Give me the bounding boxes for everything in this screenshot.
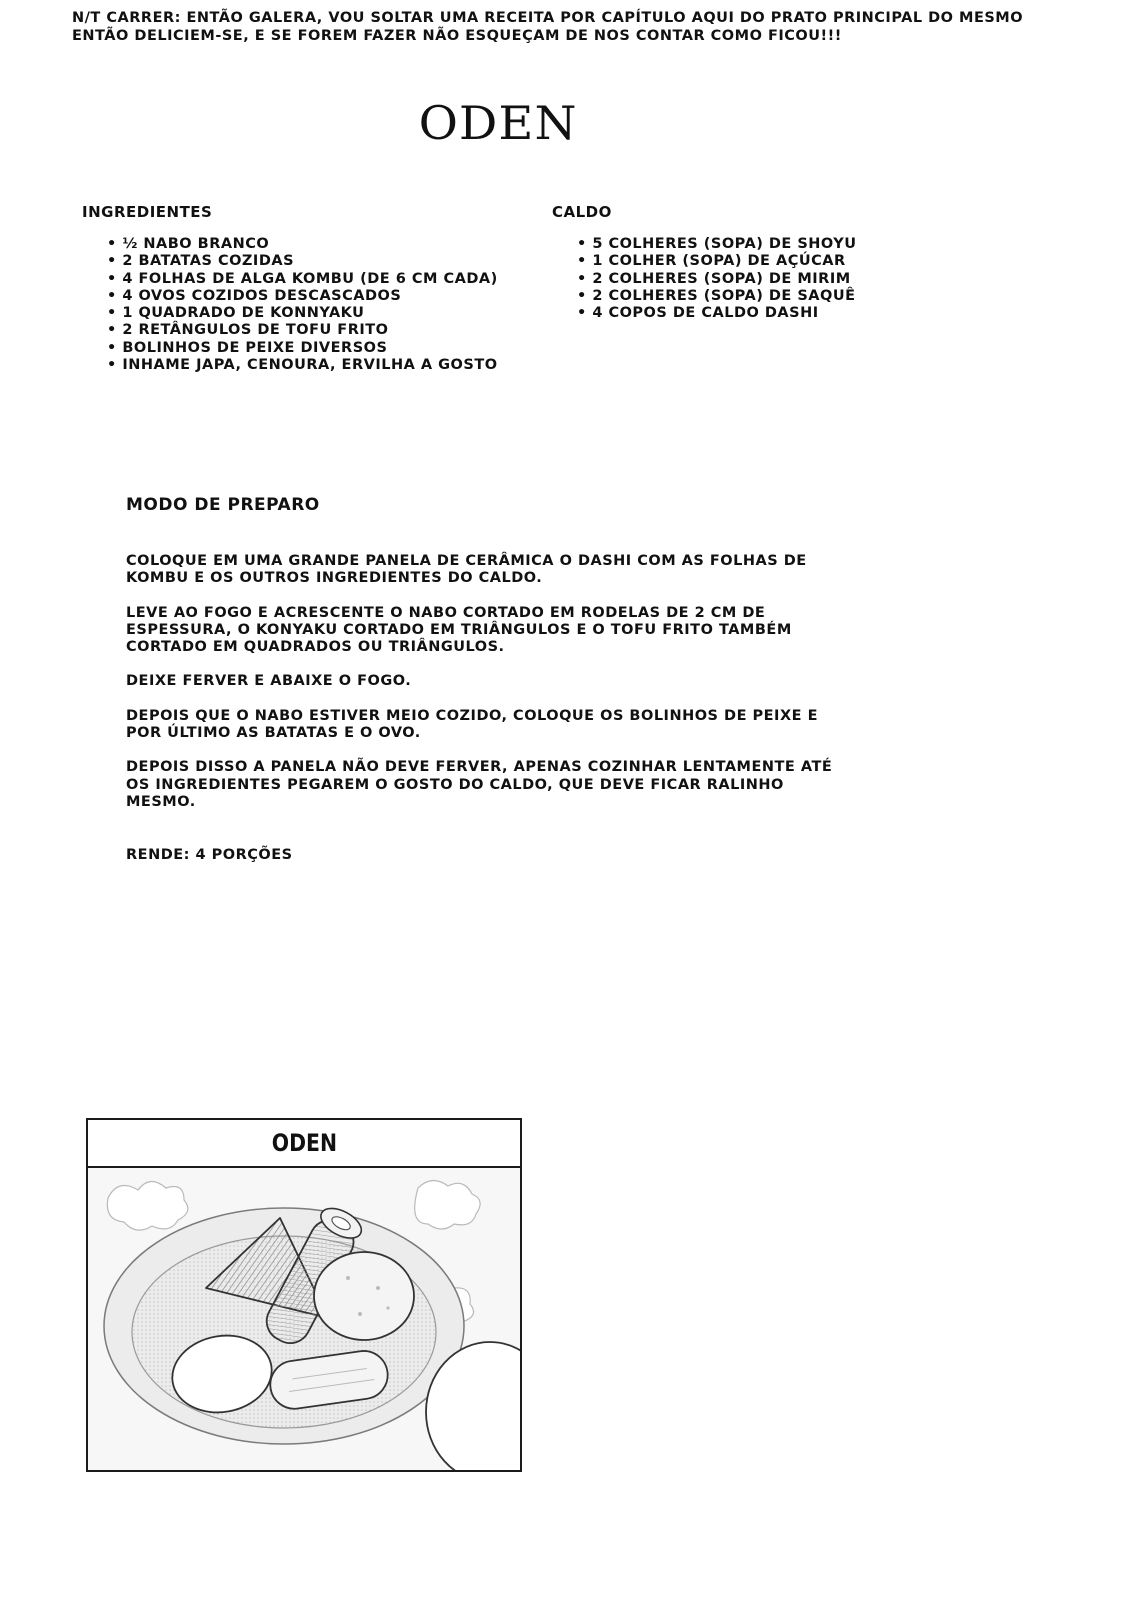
list-item: • 2 BATATAS COZIDAS — [107, 253, 537, 270]
list-item: • 4 FOLHAS DE ALGA KOMBU (DE 6 CM CADA) — [107, 271, 537, 288]
ingredients-list — [107, 236, 537, 374]
preparation-step: DEPOIS DISSO A PANELA NÃO DEVE FERVER, APENAS COZINHAR LENTAMENTE ATÉ OS INGREDIENTES PEGAREM O GOSTO DO CALDO, QUE DEVE FICAR RALINHO MESMO. — [126, 759, 833, 810]
recipe-title: ODEN — [418, 97, 578, 151]
list-item: • 2 COLHERES (SOPA) DE SAQUÊ — [577, 288, 917, 305]
recipe-yield: RENDE: 4 PORÇÕES — [126, 847, 293, 863]
preparation-heading: MODO DE PREPARO — [126, 495, 320, 515]
oden-dish-illustration — [88, 1168, 520, 1470]
preparation-steps — [126, 553, 846, 828]
list-item: • 2 RETÂNGULOS DE TOFU FRITO — [107, 322, 537, 339]
list-item: • 1 COLHER (SOPA) DE AÇÚCAR — [577, 253, 917, 270]
list-item: • 4 OVOS COZIDOS DESCASCADOS — [107, 288, 537, 305]
list-item: • INHAME JAPA, CENOURA, ERVILHA A GOSTO — [107, 357, 537, 374]
panel-title: ODEN — [271, 1129, 337, 1157]
panel-title-bar — [88, 1120, 520, 1168]
broth-list — [577, 236, 917, 322]
list-item: • 5 COLHERES (SOPA) DE SHOYU — [577, 236, 917, 253]
list-item: • ½ NABO BRANCO — [107, 236, 537, 253]
preparation-step: DEPOIS QUE O NABO ESTIVER MEIO COZIDO, COLOQUE OS BOLINHOS DE PEIXE E POR ÚLTIMO AS BATATAS E O OVO. — [126, 707, 818, 742]
list-item: • 4 COPOS DE CALDO DASHI — [577, 305, 917, 322]
list-item: • BOLINHOS DE PEIXE DIVERSOS — [107, 340, 537, 357]
broth-heading: CALDO — [552, 203, 612, 221]
preparation-step: COLOQUE EM UMA GRANDE PANELA DE CERÂMICA O DASHI COM AS FOLHAS DE KOMBU E OS OUTROS INGREDIENTES DO CALDO. — [126, 553, 807, 587]
list-item: • 1 QUADRADO DE KONNYAKU — [107, 305, 537, 322]
translator-note: N/T CARRER: ENTÃO GALERA, VOU SOLTAR UMA RECEITA POR CAPÍTULO AQUI DO PRATO PRINCIPAL DO MESMO ENTÃO DELICIEM-SE, E SE FOREM FAZER NÃO ESQUEÇAM DE NOS CONTAR COMO FICOU!!! — [72, 10, 1024, 44]
list-item: • 2 COLHERES (SOPA) DE MIRIM — [577, 271, 917, 288]
preparation-step: DEIXE FERVER E ABAIXE O FOGO. — [126, 673, 412, 690]
preparation-step: LEVE AO FOGO E ACRESCENTE O NABO CORTADO EM RODELAS DE 2 CM DE ESPESSURA, O KONYAKU CORTADO EM TRIÂNGULOS E O TOFU FRITO TAMBÉM CORTADO EM QUADRADOS OU TRIÂNGULOS. — [126, 604, 792, 656]
manga-panel — [86, 1118, 522, 1472]
ingredients-heading: INGREDIENTES — [82, 203, 213, 221]
